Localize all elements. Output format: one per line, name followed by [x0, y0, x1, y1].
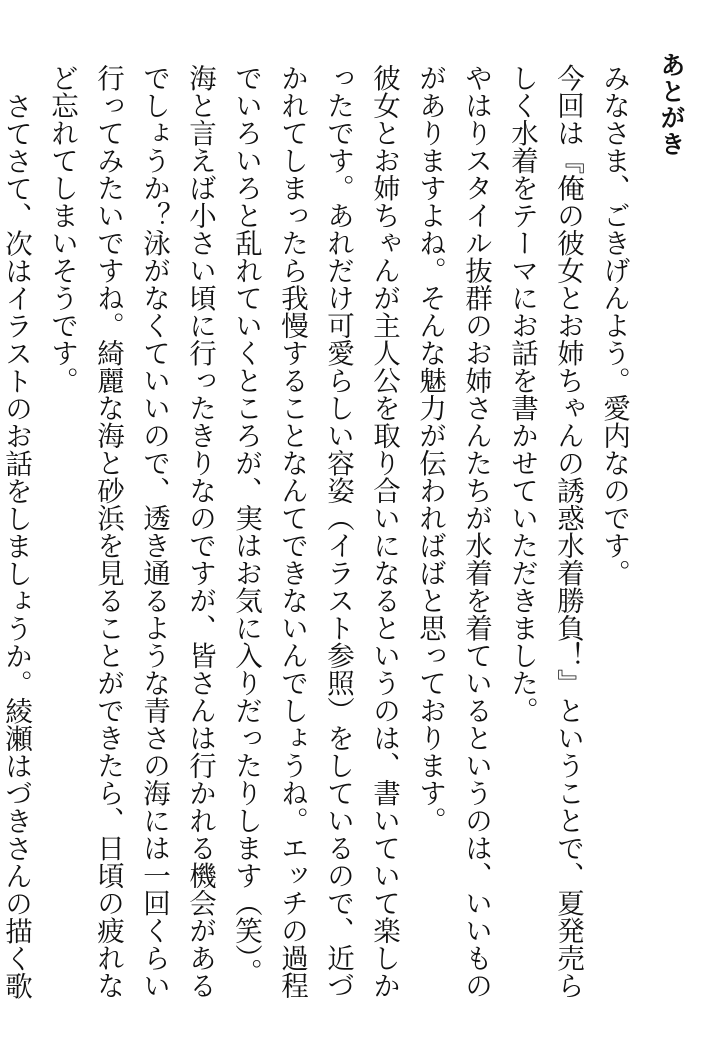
paragraph-characters: 彼女とお姉ちゃんが主人公を取り合いになるというのは、書いていて楽しかったです。あれだけ可愛らしい容姿（イラスト参照）をしているので、近づかれてしまったら我慢することなんてできないんでしょうね。エッチの過程でいろいろと乱れていくところが、実はお気に入りだったりします（笑）。: [230, 64, 400, 999]
paragraph-swimsuit: やはりスタイル抜群のお姉さんたちが水着を着ているというのは、いいものがありますよね。そんな魅力が伝わればばと思っております。: [414, 64, 492, 999]
paragraph-sea: 海と言えば小さい頃に行ったきりなのですが、皆さんは行かれる機会があるでしょうか？泳がなくていいので、透き通るような青さの海には一回くらい行ってみたいですね。綺麗な海と砂浜を見ることができたら、日頃の疲れなど忘れてしまいそうです。: [46, 64, 216, 999]
page-title: あとがき: [657, 52, 686, 157]
paragraph-greeting: みなさま、ごきげんよう。愛内なのです。: [598, 64, 630, 587]
paragraph-illustration: さてさて、次はイラストのお話をしましょうか。綾瀬はづきさんの描く歌: [0, 91, 32, 999]
paragraph-theme: 今回は『俺の彼女とお姉ちゃんの誘惑水着勝負！』ということで、夏発売らしく水着をテーマにお話を書かせていただきました。: [506, 64, 584, 999]
afterword-body: [0, 64, 637, 1024]
